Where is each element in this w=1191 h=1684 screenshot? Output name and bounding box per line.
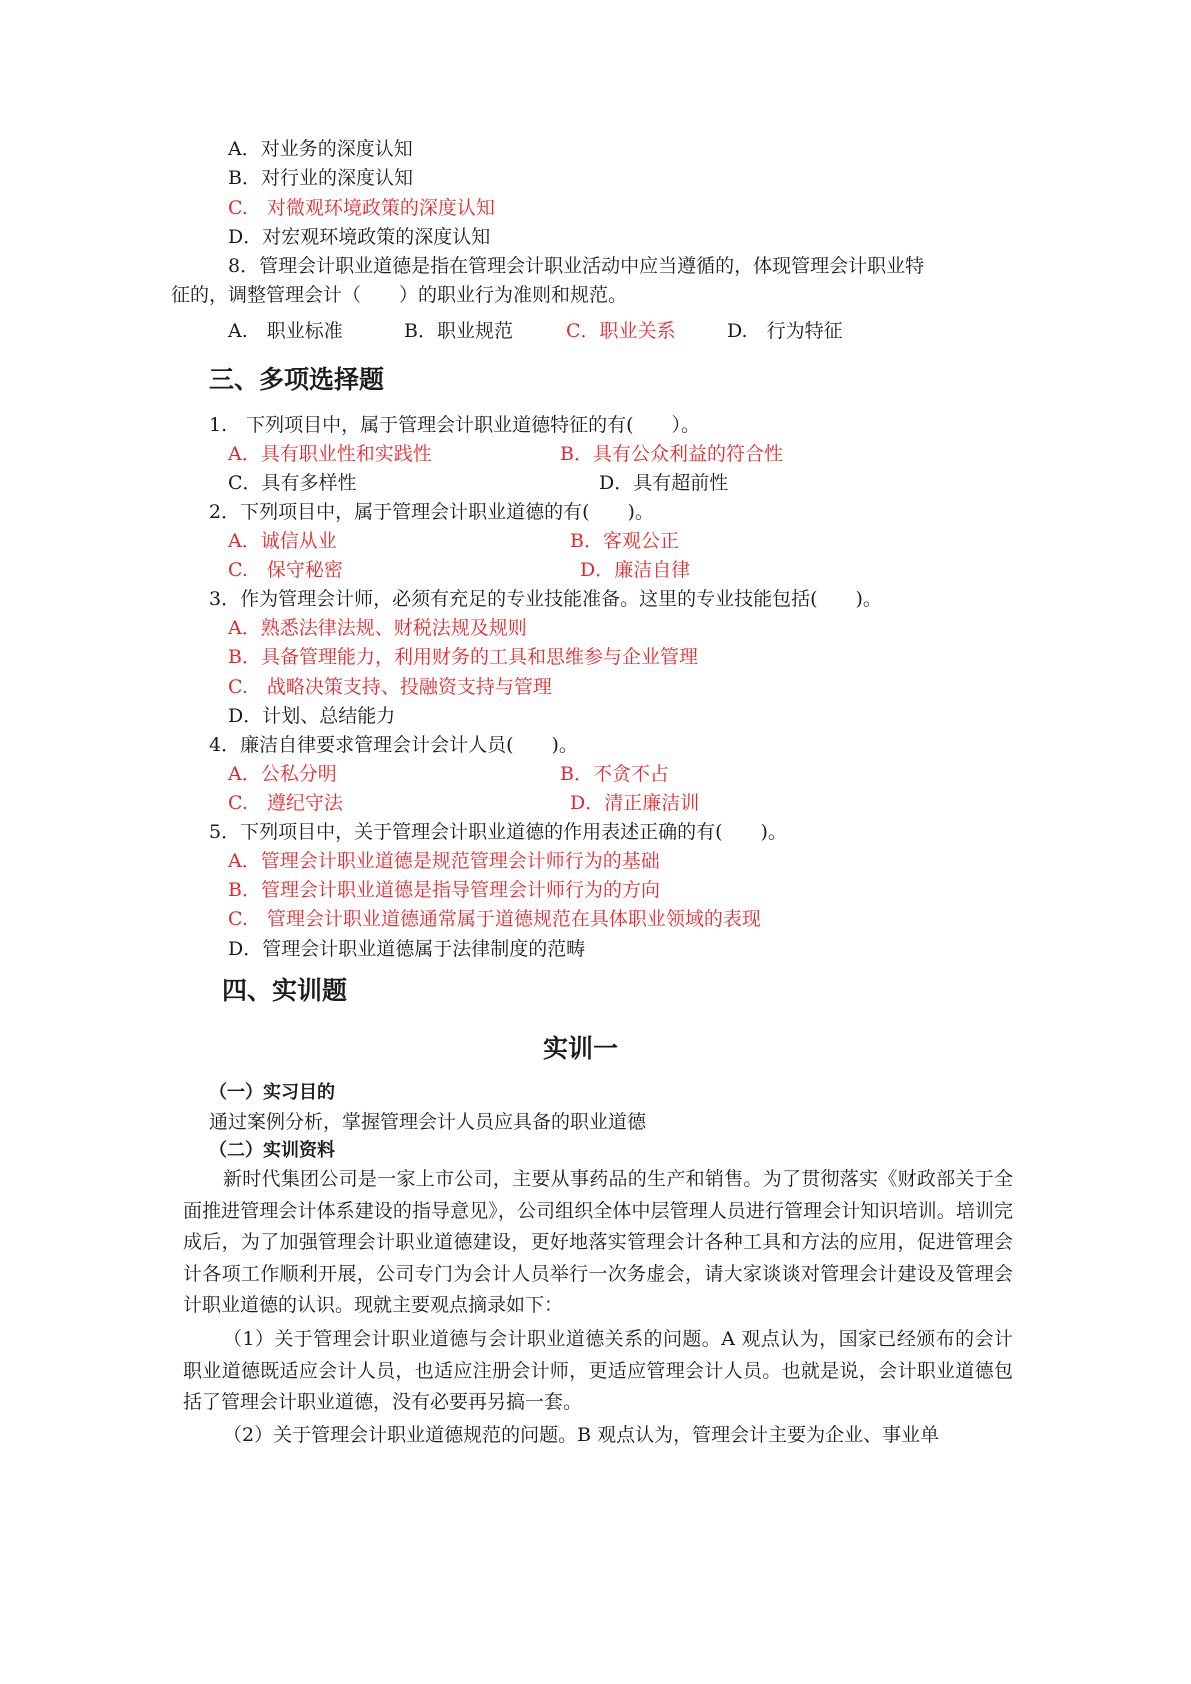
mc-q3-option-a-answer: A．熟悉法律法规、财税法规及规则 xyxy=(228,617,527,639)
mc-q5-option-c-answer: C. 管理会计职业道德通常属于道德规范在具体职业领域的表现 xyxy=(228,908,761,930)
mc-q2-option-d-answer: D．廉洁自律 xyxy=(580,559,691,581)
mc-q2-option-a-answer: A．诚信从业 xyxy=(228,530,337,552)
mc-q5-option-b-answer: B．管理会计职业道德是指导管理会计师行为的方向 xyxy=(228,879,660,901)
materials-paragraph-1: 新时代集团公司是一家上市公司，主要从事药品的生产和销售。为了贯彻落实《财政部关于全面推进管理会计体系建设的指导意见》，公司组织全体中层管理人员进行管理会计知识培训。培训完成后，为了加强管理会计职业道德建设，更好地落实管理会计各种工具和方法的应用，促进管理会计各项工作顺利开展，公司专门为会计人员举行一次务虚会，请大家谈谈对管理会计建设及管理会计职业道德的认识。现就主要观点摘录如下： xyxy=(183,1168,1013,1316)
mc-q1-option-d: D．具有超前性 xyxy=(599,472,729,494)
materials-paragraph-2: （1）关于管理会计职业道德与会计职业道德关系的问题。A 观点认为，国家已经颁布的会计职业道德既适应会计人员，也适应注册会计师，更适应管理会计人员。也就是说，会计职业道德包括了管理会计职业道德，没有必要再另搞一套。 xyxy=(183,1328,1013,1413)
q7-option-a: A．对业务的深度认知 xyxy=(228,138,413,160)
section-heading-multiple-choice: 三、多项选择题 xyxy=(209,365,385,394)
mc-q1-option-c: C．具有多样性 xyxy=(228,472,357,494)
q8-option-d: D. 行为特征 xyxy=(727,320,843,342)
q8-stem-line2: 征的，调整管理会计（ ）的职业行为准则和规范。 xyxy=(171,284,628,306)
q8-option-b: B．职业规范 xyxy=(404,320,513,342)
q8-option-c-answer: C．职业关系 xyxy=(566,320,676,342)
mc-q1-stem: 1. 下列项目中，属于管理会计职业道德特征的有( ）。 xyxy=(209,414,701,436)
mc-q5-option-d: D．管理会计职业道德属于法律制度的范畴 xyxy=(228,938,586,960)
mc-q5-option-a-answer: A．管理会计职业道德是规范管理会计师行为的基础 xyxy=(228,850,660,872)
subheading-purpose: （一）实习目的 xyxy=(209,1082,335,1103)
mc-q4-stem: 4．廉洁自律要求管理会计会计人员( )。 xyxy=(209,734,578,756)
mc-q4-option-c-answer: C. 遵纪守法 xyxy=(228,792,343,814)
mc-q2-stem: 2．下列项目中，属于管理会计职业道德的有( )。 xyxy=(209,501,654,523)
mc-q2-option-b-answer: B．客观公正 xyxy=(570,530,679,552)
mc-q1-option-a-answer: A．具有职业性和实践性 xyxy=(228,443,432,465)
subheading-materials: （二）实训资料 xyxy=(209,1140,335,1161)
mc-q4-option-b-answer: B．不贪不占 xyxy=(560,763,669,785)
q7-option-c-answer: C. 对微观环境政策的深度认知 xyxy=(228,197,495,219)
mc-q1-option-b-answer: B．具有公众利益的符合性 xyxy=(560,443,783,465)
q7-option-b: B．对行业的深度认知 xyxy=(228,167,413,189)
section-heading-practical-training: 四、实训题 xyxy=(222,976,348,1005)
mc-q3-option-b-answer: B．具备管理能力，利用财务的工具和思维参与企业管理 xyxy=(228,646,698,668)
purpose-text: 通过案例分析，掌握管理会计人员应具备的职业道德 xyxy=(209,1111,647,1133)
mc-q4-option-a-answer: A．公私分明 xyxy=(228,763,337,785)
q7-option-d: D．对宏观环境政策的深度认知 xyxy=(228,226,491,248)
q8-stem-line1: 8．管理会计职业道德是指在管理会计职业活动中应当遵循的，体现管理会计职业特 xyxy=(228,255,925,277)
training-title: 实训一 xyxy=(543,1034,619,1063)
mc-q2-option-c-answer: C. 保守秘密 xyxy=(228,559,343,581)
mc-q5-stem: 5．下列项目中，关于管理会计职业道德的作用表述正确的有( )。 xyxy=(209,821,787,843)
mc-q3-option-d: D．计划、总结能力 xyxy=(228,705,396,727)
mc-q3-option-c-answer: C. 战略决策支持、投融资支持与管理 xyxy=(228,676,552,698)
mc-q4-option-d-answer: D．清正廉洁训 xyxy=(570,792,700,814)
materials-paragraph-3: （2）关于管理会计职业道德规范的问题。B 观点认为，管理会计主要为企业、事业单 xyxy=(223,1424,940,1446)
q8-option-a: A. 职业标准 xyxy=(228,320,343,342)
mc-q3-stem: 3．作为管理会计师，必须有充足的专业技能准备。这里的专业技能包括( )。 xyxy=(209,588,882,610)
